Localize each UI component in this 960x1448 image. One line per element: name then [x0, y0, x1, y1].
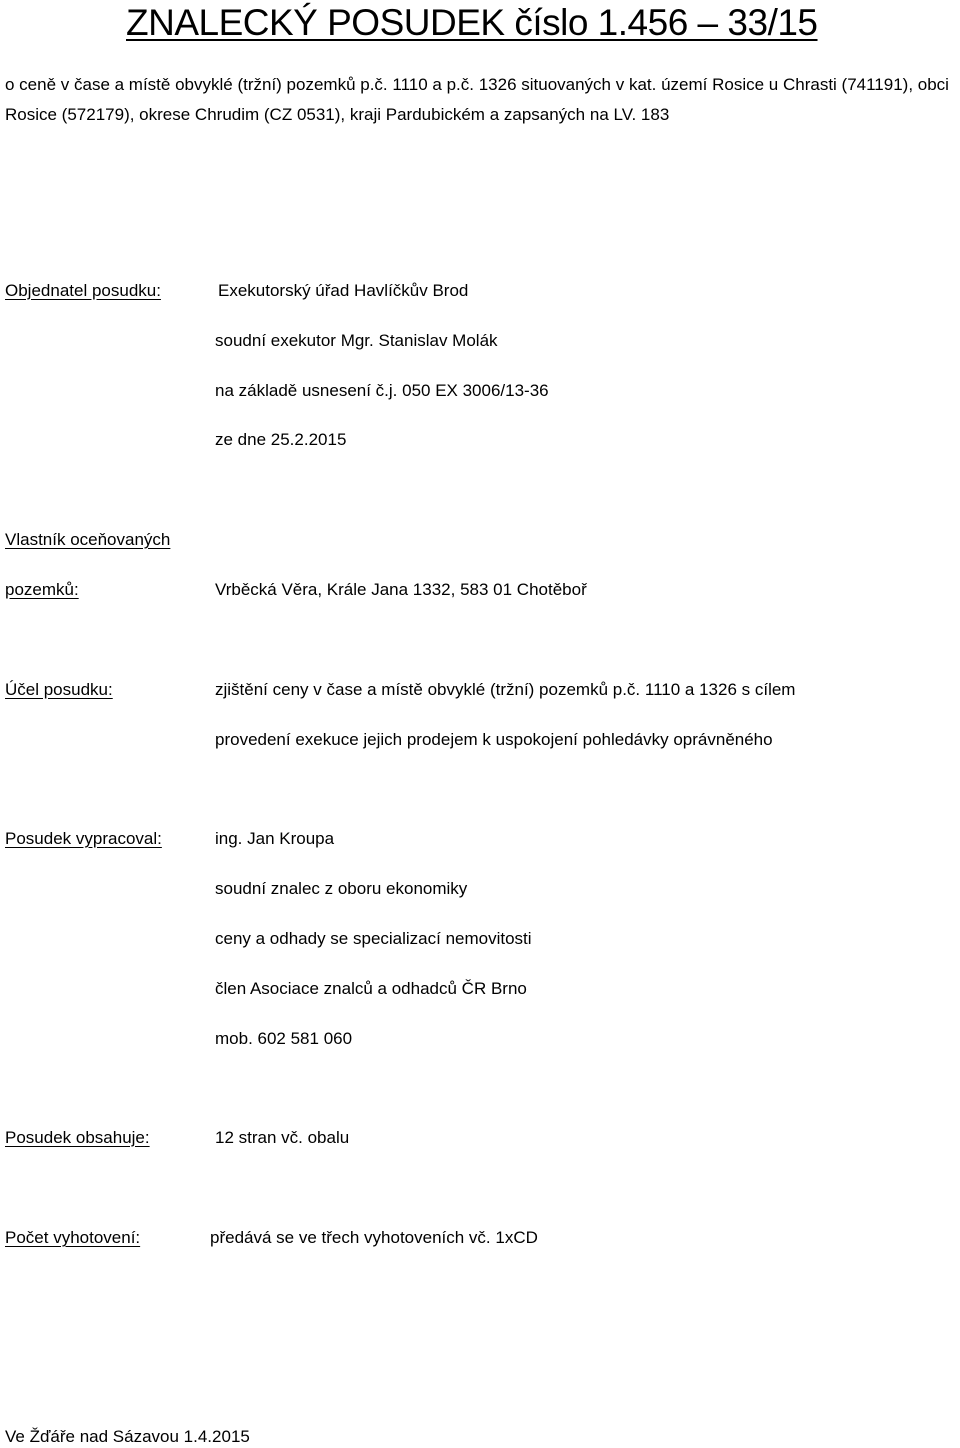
author-line: ceny a odhady se specializací nemovitosti [215, 929, 532, 948]
place-date: Ve Žďáře nad Sázavou 1.4.2015 [5, 1427, 250, 1446]
author-label: Posudek vypracoval: [5, 829, 162, 848]
contents-label: Posudek obsahuje: [5, 1128, 150, 1147]
owner-value: Vrběcká Věra, Krále Jana 1332, 583 01 Chotěboř [215, 580, 587, 599]
orderer-line: Exekutorský úřad Havlíčkův Brod [218, 281, 469, 300]
orderer-label: Objednatel posudku: [5, 281, 161, 300]
copies-label: Počet vyhotovení: [5, 1228, 141, 1247]
document-title: ZNALECKÝ POSUDEK číslo 1.456 – 33/15 [126, 2, 818, 43]
copies-value: předává se ve třech vyhotoveních vč. 1xCD [210, 1228, 538, 1247]
purpose-line: zjištění ceny v čase a místě obvyklé (tržní) pozemků p.č. 1110 a 1326 s cílem [215, 680, 796, 699]
author-line: ing. Jan Kroupa [215, 829, 335, 848]
contents-value: 12 stran vč. obalu [215, 1128, 350, 1147]
owner-label-line1: Vlastník oceňovaných [5, 530, 171, 549]
purpose-line: provedení exekuce jejich prodejem k uspokojení pohledávky oprávněného [215, 730, 773, 749]
author-line: mob. 602 581 060 [215, 1029, 353, 1048]
author-line: člen Asociace znalců a odhadců ČR Brno [215, 979, 527, 998]
owner-label-line2: pozemků: [5, 580, 79, 599]
document-intro: o ceně v čase a místě obvyklé (tržní) pozemků p.č. 1110 a p.č. 1326 situovaných v kat. území Rosice u Chrasti (741191), obci Rosice (572179), okrese Chrudim (CZ 0531), kraji Pardubickém a zapsaných na LV. 183 [5, 75, 949, 124]
purpose-label: Účel posudku: [5, 680, 113, 699]
author-line: soudní znalec z oboru ekonomiky [215, 879, 468, 898]
orderer-line: soudní exekutor Mgr. Stanislav Molák [215, 331, 498, 350]
orderer-line: na základě usnesení č.j. 050 EX 3006/13-36 [215, 381, 549, 400]
orderer-line: ze dne 25.2.2015 [215, 430, 347, 449]
